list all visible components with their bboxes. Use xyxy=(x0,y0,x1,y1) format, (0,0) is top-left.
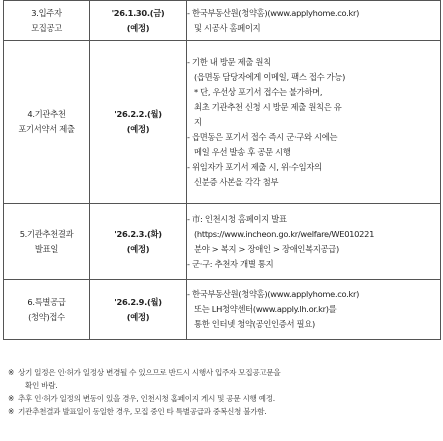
detail-line: - 위임자가 포기서 제출 시, 위·수임자의 xyxy=(187,160,440,175)
date-cell xyxy=(90,1,187,41)
detail-cell xyxy=(187,1,441,41)
step-label: 포기서약서 제출 xyxy=(18,124,75,134)
detail-line: - 한국부동산원(청약홈)(www.applyhome.co.kr) xyxy=(187,287,440,302)
step-label: 6.특별공급 xyxy=(27,296,66,307)
detail-line: - 군·구: 추천자 개별 통지 xyxy=(187,257,440,272)
detail-line: 분야 > 복지 > 장애인 > 장애인복지공급) xyxy=(194,243,339,254)
date-cell xyxy=(90,41,187,204)
detail-line: - 市: 인천시청 홈페이지 발표 xyxy=(187,212,440,227)
date-label: '26.2.2.(월) xyxy=(114,109,162,119)
footnote-text: 확인 바람. xyxy=(25,381,58,390)
reference-mark: ※ xyxy=(8,368,15,377)
detail-line: - 한국부동산원(청약홈)(www.applyhome.co.kr) xyxy=(187,6,440,21)
schedule-row xyxy=(4,280,441,340)
step-label: 4.기관추천 xyxy=(27,109,66,119)
date-cell xyxy=(90,280,187,340)
schedule-row xyxy=(4,1,441,41)
step-label: (청약)접수 xyxy=(28,311,65,322)
step-label: 5.기관추천결과 xyxy=(19,228,74,239)
step-cell xyxy=(4,204,90,280)
footnote-text: 상기 일정은 인·허가 일정상 변경될 수 있으므로 반드시 시행사 입주자 모집공고문을 xyxy=(18,368,281,377)
schedule-row xyxy=(4,204,441,280)
detail-cell xyxy=(187,41,441,204)
detail-line: * 단, 우선상 포기서 접수는 불가하며, xyxy=(194,86,323,97)
schedule-table xyxy=(3,0,441,340)
step-label: 모집공고 xyxy=(31,22,62,33)
date-label: (예정) xyxy=(126,22,150,33)
footnote-line xyxy=(8,392,438,405)
reference-mark: ※ xyxy=(8,407,15,416)
detail-cell xyxy=(187,280,441,340)
detail-line: 및 시공사 홈페이지 xyxy=(194,22,261,33)
footnotes xyxy=(8,366,438,418)
step-cell xyxy=(4,1,90,41)
step-label: 3.입주자 xyxy=(31,7,62,18)
detail-line: 최초 기관추천 신청 시 방문 제출 원칙은 유 xyxy=(194,101,342,112)
step-cell xyxy=(4,280,90,340)
date-label: '26.1.30.(금) xyxy=(111,7,165,18)
schedule-row xyxy=(4,41,441,204)
date-cell xyxy=(90,204,187,280)
detail-line: (읍면동 담당자에게 이메일, 팩스 접수 가능) xyxy=(194,71,346,82)
detail-line: (https://www.incheon.go.kr/welfare/WE010221 xyxy=(194,228,375,239)
date-label: (예정) xyxy=(126,124,150,134)
step-cell xyxy=(4,41,90,204)
footnote-line xyxy=(8,379,438,392)
reference-mark: ※ xyxy=(8,394,15,403)
footnote-line xyxy=(8,366,438,379)
detail-line: 통한 인터넷 청약(공인인증서 필요) xyxy=(194,319,315,329)
date-label: (예정) xyxy=(126,311,150,322)
detail-line: 신분증 사본을 각각 첨부 xyxy=(194,176,279,187)
detail-line: - 읍면동은 포기서 접수 즉시 군·구와 시에는 xyxy=(187,130,440,145)
footnote-text: 추후 인·허가 일정의 변동이 있을 경우, 인천시청 홈페이지 게시 및 공문 시행 예정. xyxy=(18,394,275,403)
step-label: 발표일 xyxy=(34,243,59,254)
date-label: '26.2.3.(화) xyxy=(114,228,162,239)
detail-line: - 기한 내 방문 제출 원칙 xyxy=(187,55,440,70)
detail-cell xyxy=(187,204,441,280)
footnote-line xyxy=(8,405,438,418)
schedule-table-body xyxy=(4,1,441,340)
detail-line: 메일 우선 발송 후 공문 시행 xyxy=(194,146,291,157)
date-label: '26.2.9.(월) xyxy=(114,296,162,307)
detail-line: 또는 LH청약센터(www.apply.lh.or.kr)를 xyxy=(194,304,337,314)
detail-line: 지 xyxy=(194,116,202,127)
date-label: (예정) xyxy=(126,243,150,254)
footnote-text: 기관추천결과 발표일이 동일한 경우, 모집 중인 타 특별공급과 중복신청 불가함. xyxy=(18,407,267,416)
